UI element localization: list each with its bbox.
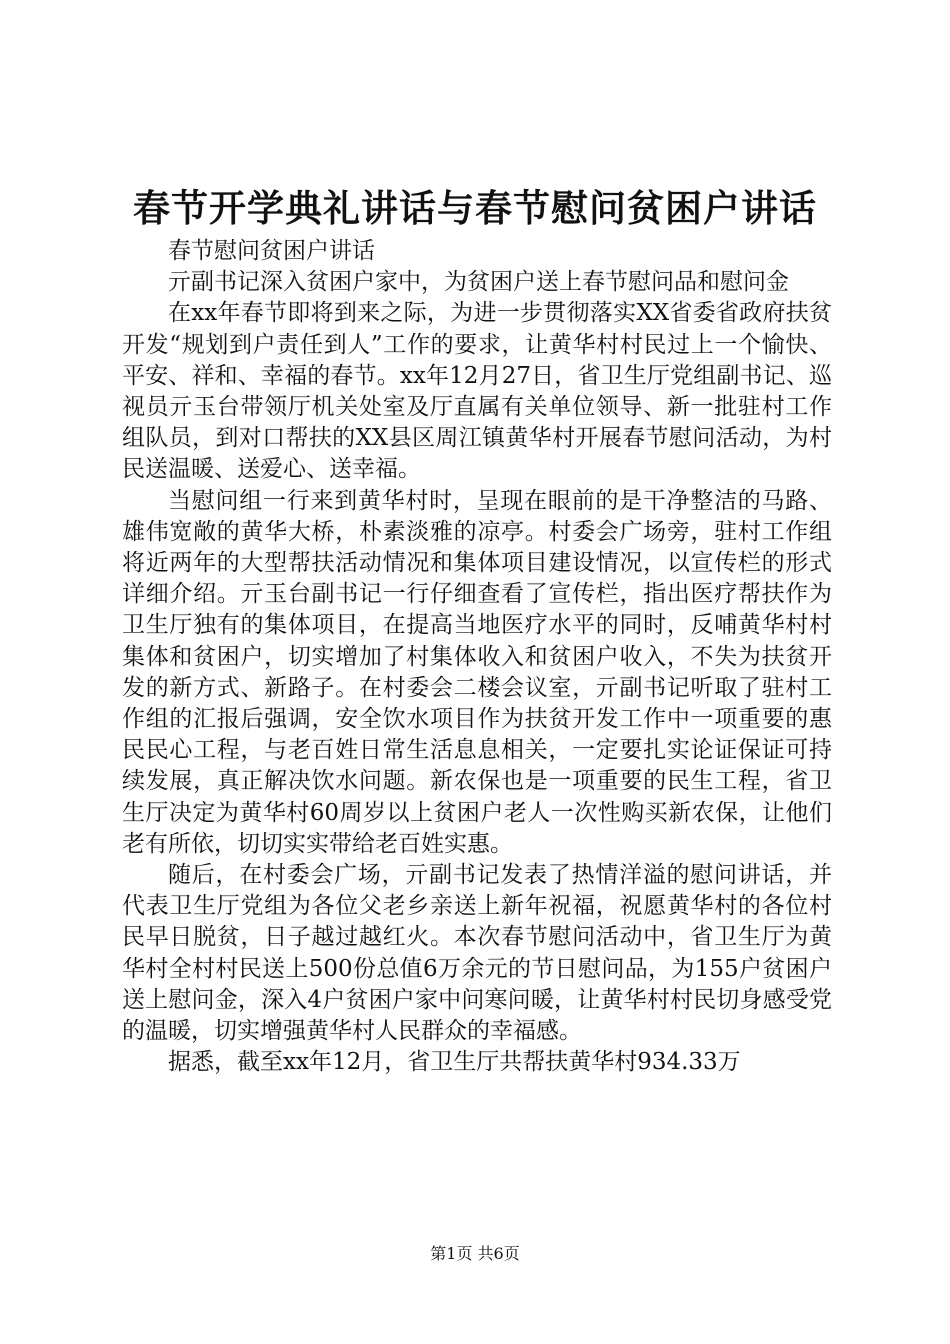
paragraph-caption: 亓副书记深入贫困户家中，为贫困户送上春节慰问品和慰问金 [168, 269, 789, 296]
paragraph: 据悉，截至xx年12月，省卫生厅共帮扶黄华村934.33万 [168, 1049, 741, 1076]
paragraph: 在xx年春节即将到来之际，为进一步贯彻落实XX省委省政府扶贫开发“规划到户责任到人”工作的要求，让黄华村村民过上一个愉快、平安、祥和、幸福的春节。xx年12月27日，省卫生厅党组副书记、巡视员亓玉台带领厅机关处室及厅直属有关单位领导、新一批驻村工作组队员，到对口帮扶的XX县区周江镇黄华村开展春节慰问活动，为村民送温暖、送爱心、送幸福。 [122, 300, 832, 483]
document-body [122, 236, 832, 1078]
document-title: 春节开学典礼讲话与春节慰问贫困户讲话 [133, 186, 817, 230]
page-number-footer: 第1页 共6页 [430, 1244, 520, 1263]
paragraph-subtitle: 春节慰问贫困户讲话 [168, 238, 375, 264]
paragraph: 随后，在村委会广场，亓副书记发表了热情洋溢的慰问讲话，并代表卫生厅党组为各位父老乡亲送上新年祝福，祝愿黄华村的各位村民早日脱贫，日子越过越红火。本次春节慰问活动中，省卫生厅为黄华村全村村民送上500份总值6万余元的节日慰问品，为155户贫困户送上慰问金，深入4户贫困户家中问寒问暖，让黄华村村民切身感受党的温暖，切实增强黄华村人民群众的幸福感。 [122, 862, 832, 1045]
paragraph: 当慰问组一行来到黄华村时，呈现在眼前的是干净整洁的马路、雄伟宽敞的黄华大桥，朴素淡雅的凉亭。村委会广场旁，驻村工作组将近两年的大型帮扶活动情况和集体项目建设情况，以宣传栏的形式详细介绍。亓玉台副书记一行仔细查看了宣传栏，指出医疗帮扶作为卫生厅独有的集体项目，在提高当地医疗水平的同时，反哺黄华村村集体和贫困户，切实增加了村集体收入和贫困户收入，不失为扶贫开发的新方式、新路子。在村委会二楼会议室，亓副书记听取了驻村工作组的汇报后强调，安全饮水项目作为扶贫开发工作中一项重要的惠民民心工程，与老百姓日常生活息息相关，一定要扎实论证保证可持续发展，真正解决饮水问题。新农保也是一项重要的民生工程，省卫生厅决定为黄华村60周岁以上贫困户老人一次性购买新农保，让他们老有所依，切切实实带给老百姓实惠。 [122, 487, 832, 857]
